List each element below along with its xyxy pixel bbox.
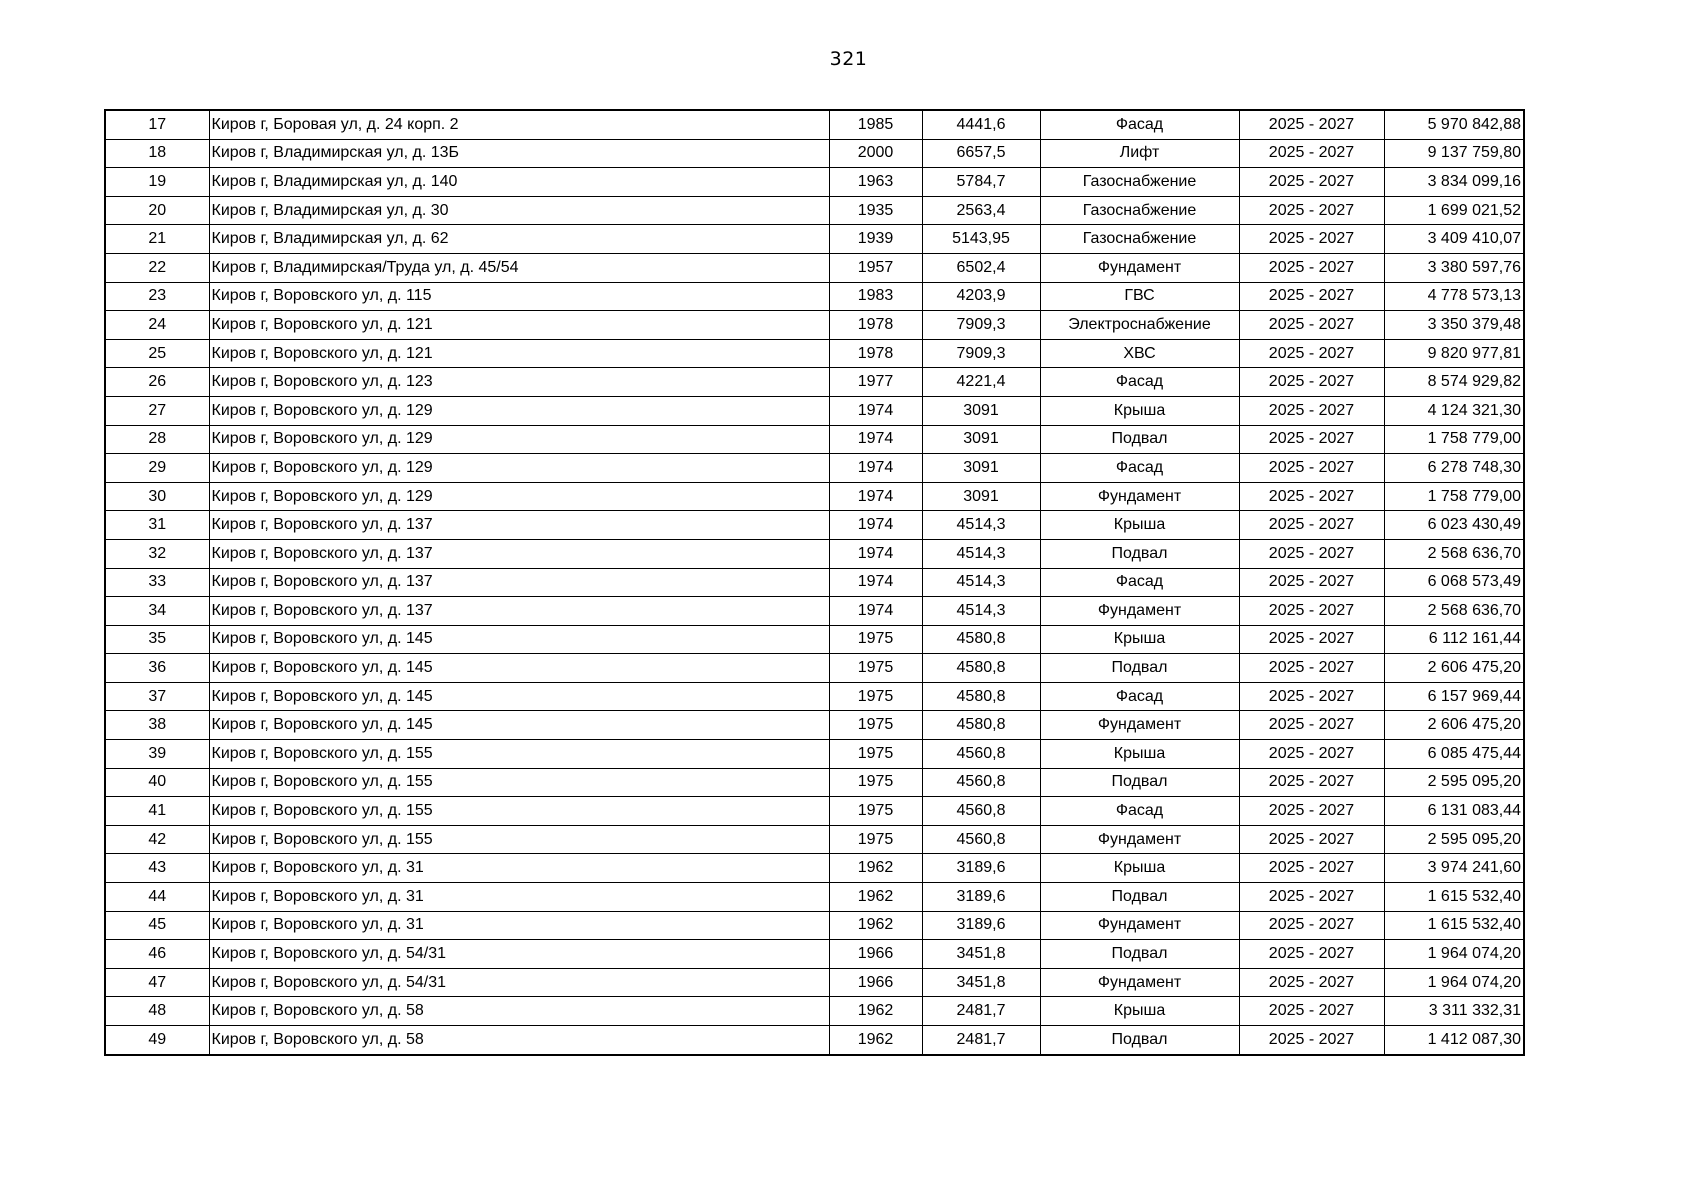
row-number-cell: 37 <box>105 682 209 711</box>
cost-cell: 3 350 379,48 <box>1384 311 1524 340</box>
work-type-cell: Крыша <box>1040 625 1239 654</box>
area-cell: 3091 <box>922 482 1040 511</box>
area-cell: 4560,8 <box>922 768 1040 797</box>
build-year-cell: 1957 <box>829 253 922 282</box>
area-cell: 4203,9 <box>922 282 1040 311</box>
address-cell: Киров г, Воровского ул, д. 129 <box>209 482 829 511</box>
area-cell: 4560,8 <box>922 740 1040 769</box>
build-year-cell: 1975 <box>829 825 922 854</box>
work-type-cell: Фасад <box>1040 682 1239 711</box>
build-year-cell: 1978 <box>829 339 922 368</box>
address-cell: Киров г, Воровского ул, д. 137 <box>209 597 829 626</box>
address-cell: Киров г, Владимирская ул, д. 140 <box>209 168 829 197</box>
work-type-cell: Фундамент <box>1040 968 1239 997</box>
address-cell: Киров г, Владимирская ул, д. 62 <box>209 225 829 254</box>
table-row <box>105 482 1524 511</box>
cost-cell: 1 758 779,00 <box>1384 425 1524 454</box>
period-cell: 2025 - 2027 <box>1239 940 1384 969</box>
table-body <box>105 110 1524 1055</box>
address-cell: Киров г, Воровского ул, д. 145 <box>209 625 829 654</box>
row-number-cell: 21 <box>105 225 209 254</box>
row-number-cell: 24 <box>105 311 209 340</box>
row-number-cell: 45 <box>105 911 209 940</box>
area-cell: 3091 <box>922 454 1040 483</box>
table-row <box>105 625 1524 654</box>
area-cell: 2481,7 <box>922 1026 1040 1055</box>
cost-cell: 2 606 475,20 <box>1384 654 1524 683</box>
build-year-cell: 1975 <box>829 654 922 683</box>
area-cell: 3451,8 <box>922 940 1040 969</box>
build-year-cell: 1963 <box>829 168 922 197</box>
row-number-cell: 20 <box>105 196 209 225</box>
cost-cell: 6 068 573,49 <box>1384 568 1524 597</box>
table-row <box>105 425 1524 454</box>
cost-cell: 1 964 074,20 <box>1384 940 1524 969</box>
period-cell: 2025 - 2027 <box>1239 1026 1384 1055</box>
work-type-cell: Фасад <box>1040 568 1239 597</box>
period-cell: 2025 - 2027 <box>1239 854 1384 883</box>
cost-cell: 6 112 161,44 <box>1384 625 1524 654</box>
table-row <box>105 968 1524 997</box>
address-cell: Киров г, Воровского ул, д. 31 <box>209 883 829 912</box>
table-row <box>105 854 1524 883</box>
address-cell: Киров г, Воровского ул, д. 155 <box>209 825 829 854</box>
cost-cell: 9 137 759,80 <box>1384 139 1524 168</box>
work-type-cell: Лифт <box>1040 139 1239 168</box>
table-row <box>105 1026 1524 1055</box>
address-cell: Киров г, Воровского ул, д. 54/31 <box>209 940 829 969</box>
row-number-cell: 19 <box>105 168 209 197</box>
period-cell: 2025 - 2027 <box>1239 654 1384 683</box>
build-year-cell: 1974 <box>829 425 922 454</box>
address-cell: Киров г, Владимирская ул, д. 13Б <box>209 139 829 168</box>
work-type-cell: Электроснабжение <box>1040 311 1239 340</box>
table-row <box>105 997 1524 1026</box>
area-cell: 4580,8 <box>922 711 1040 740</box>
build-year-cell: 1962 <box>829 854 922 883</box>
area-cell: 4560,8 <box>922 825 1040 854</box>
row-number-cell: 36 <box>105 654 209 683</box>
address-cell: Киров г, Воровского ул, д. 121 <box>209 311 829 340</box>
period-cell: 2025 - 2027 <box>1239 997 1384 1026</box>
build-year-cell: 2000 <box>829 139 922 168</box>
work-type-cell: Газоснабжение <box>1040 168 1239 197</box>
build-year-cell: 1962 <box>829 1026 922 1055</box>
build-year-cell: 1962 <box>829 997 922 1026</box>
area-cell: 2563,4 <box>922 196 1040 225</box>
build-year-cell: 1974 <box>829 597 922 626</box>
cost-cell: 3 311 332,31 <box>1384 997 1524 1026</box>
cost-cell: 6 157 969,44 <box>1384 682 1524 711</box>
table-row <box>105 797 1524 826</box>
area-cell: 4221,4 <box>922 368 1040 397</box>
address-cell: Киров г, Владимирская ул, д. 30 <box>209 196 829 225</box>
period-cell: 2025 - 2027 <box>1239 196 1384 225</box>
cost-cell: 5 970 842,88 <box>1384 110 1524 139</box>
table-row <box>105 396 1524 425</box>
address-cell: Киров г, Воровского ул, д. 145 <box>209 711 829 740</box>
table-row <box>105 225 1524 254</box>
cost-cell: 4 124 321,30 <box>1384 396 1524 425</box>
area-cell: 4580,8 <box>922 654 1040 683</box>
period-cell: 2025 - 2027 <box>1239 568 1384 597</box>
cost-cell: 3 409 410,07 <box>1384 225 1524 254</box>
row-number-cell: 39 <box>105 740 209 769</box>
row-number-cell: 49 <box>105 1026 209 1055</box>
cost-cell: 2 595 095,20 <box>1384 768 1524 797</box>
period-cell: 2025 - 2027 <box>1239 225 1384 254</box>
table-row <box>105 768 1524 797</box>
address-cell: Киров г, Воровского ул, д. 31 <box>209 911 829 940</box>
cost-cell: 6 023 430,49 <box>1384 511 1524 540</box>
work-type-cell: Газоснабжение <box>1040 196 1239 225</box>
row-number-cell: 34 <box>105 597 209 626</box>
cost-cell: 1 758 779,00 <box>1384 482 1524 511</box>
address-cell: Киров г, Воровского ул, д. 129 <box>209 454 829 483</box>
cost-cell: 3 974 241,60 <box>1384 854 1524 883</box>
area-cell: 2481,7 <box>922 997 1040 1026</box>
area-cell: 3189,6 <box>922 854 1040 883</box>
area-cell: 4580,8 <box>922 625 1040 654</box>
build-year-cell: 1974 <box>829 396 922 425</box>
address-cell: Киров г, Воровского ул, д. 137 <box>209 511 829 540</box>
table-row <box>105 911 1524 940</box>
build-year-cell: 1983 <box>829 282 922 311</box>
area-cell: 6657,5 <box>922 139 1040 168</box>
period-cell: 2025 - 2027 <box>1239 253 1384 282</box>
work-type-cell: Крыша <box>1040 854 1239 883</box>
table-row <box>105 168 1524 197</box>
row-number-cell: 28 <box>105 425 209 454</box>
build-year-cell: 1975 <box>829 625 922 654</box>
period-cell: 2025 - 2027 <box>1239 139 1384 168</box>
area-cell: 7909,3 <box>922 311 1040 340</box>
row-number-cell: 40 <box>105 768 209 797</box>
table-row <box>105 597 1524 626</box>
address-cell: Киров г, Боровая ул, д. 24 корп. 2 <box>209 110 829 139</box>
row-number-cell: 42 <box>105 825 209 854</box>
period-cell: 2025 - 2027 <box>1239 539 1384 568</box>
work-type-cell: Крыша <box>1040 997 1239 1026</box>
work-type-cell: ГВС <box>1040 282 1239 311</box>
cost-cell: 4 778 573,13 <box>1384 282 1524 311</box>
period-cell: 2025 - 2027 <box>1239 883 1384 912</box>
address-cell: Киров г, Воровского ул, д. 155 <box>209 740 829 769</box>
cost-cell: 1 964 074,20 <box>1384 968 1524 997</box>
row-number-cell: 22 <box>105 253 209 282</box>
build-year-cell: 1975 <box>829 682 922 711</box>
address-cell: Киров г, Воровского ул, д. 129 <box>209 396 829 425</box>
table-row <box>105 711 1524 740</box>
address-cell: Киров г, Владимирская/Труда ул, д. 45/54 <box>209 253 829 282</box>
row-number-cell: 41 <box>105 797 209 826</box>
address-cell: Киров г, Воровского ул, д. 155 <box>209 768 829 797</box>
period-cell: 2025 - 2027 <box>1239 110 1384 139</box>
table-row <box>105 883 1524 912</box>
period-cell: 2025 - 2027 <box>1239 168 1384 197</box>
build-year-cell: 1974 <box>829 568 922 597</box>
address-cell: Киров г, Воровского ул, д. 115 <box>209 282 829 311</box>
area-cell: 6502,4 <box>922 253 1040 282</box>
cost-cell: 6 131 083,44 <box>1384 797 1524 826</box>
table-row <box>105 511 1524 540</box>
work-type-cell: Подвал <box>1040 940 1239 969</box>
area-cell: 4560,8 <box>922 797 1040 826</box>
table-row <box>105 682 1524 711</box>
period-cell: 2025 - 2027 <box>1239 511 1384 540</box>
work-type-cell: Подвал <box>1040 883 1239 912</box>
row-number-cell: 48 <box>105 997 209 1026</box>
table-row <box>105 654 1524 683</box>
table-row <box>105 196 1524 225</box>
table-row <box>105 825 1524 854</box>
address-cell: Киров г, Воровского ул, д. 145 <box>209 654 829 683</box>
period-cell: 2025 - 2027 <box>1239 339 1384 368</box>
table-row <box>105 740 1524 769</box>
cost-cell: 8 574 929,82 <box>1384 368 1524 397</box>
cost-cell: 1 412 087,30 <box>1384 1026 1524 1055</box>
period-cell: 2025 - 2027 <box>1239 825 1384 854</box>
table-row <box>105 339 1524 368</box>
period-cell: 2025 - 2027 <box>1239 911 1384 940</box>
work-type-cell: Фундамент <box>1040 911 1239 940</box>
build-year-cell: 1974 <box>829 539 922 568</box>
row-number-cell: 35 <box>105 625 209 654</box>
work-type-cell: Подвал <box>1040 768 1239 797</box>
row-number-cell: 29 <box>105 454 209 483</box>
work-type-cell: Подвал <box>1040 539 1239 568</box>
build-year-cell: 1975 <box>829 768 922 797</box>
work-type-cell: Фундамент <box>1040 825 1239 854</box>
row-number-cell: 32 <box>105 539 209 568</box>
build-year-cell: 1962 <box>829 911 922 940</box>
table-row <box>105 940 1524 969</box>
row-number-cell: 47 <box>105 968 209 997</box>
area-cell: 3091 <box>922 425 1040 454</box>
period-cell: 2025 - 2027 <box>1239 311 1384 340</box>
build-year-cell: 1935 <box>829 196 922 225</box>
cost-cell: 6 085 475,44 <box>1384 740 1524 769</box>
area-cell: 3189,6 <box>922 911 1040 940</box>
row-number-cell: 17 <box>105 110 209 139</box>
build-year-cell: 1966 <box>829 940 922 969</box>
build-year-cell: 1975 <box>829 711 922 740</box>
work-type-cell: Фундамент <box>1040 597 1239 626</box>
row-number-cell: 18 <box>105 139 209 168</box>
table-row <box>105 311 1524 340</box>
area-cell: 3451,8 <box>922 968 1040 997</box>
row-number-cell: 26 <box>105 368 209 397</box>
work-type-cell: Подвал <box>1040 425 1239 454</box>
work-type-cell: ХВС <box>1040 339 1239 368</box>
build-year-cell: 1975 <box>829 797 922 826</box>
row-number-cell: 46 <box>105 940 209 969</box>
period-cell: 2025 - 2027 <box>1239 454 1384 483</box>
address-cell: Киров г, Воровского ул, д. 58 <box>209 997 829 1026</box>
area-cell: 4514,3 <box>922 539 1040 568</box>
area-cell: 4514,3 <box>922 511 1040 540</box>
row-number-cell: 44 <box>105 883 209 912</box>
table-row <box>105 253 1524 282</box>
work-type-cell: Крыша <box>1040 396 1239 425</box>
build-year-cell: 1977 <box>829 368 922 397</box>
address-cell: Киров г, Воровского ул, д. 145 <box>209 682 829 711</box>
address-cell: Киров г, Воровского ул, д. 58 <box>209 1026 829 1055</box>
address-cell: Киров г, Воровского ул, д. 155 <box>209 797 829 826</box>
build-year-cell: 1975 <box>829 740 922 769</box>
build-year-cell: 1966 <box>829 968 922 997</box>
address-cell: Киров г, Воровского ул, д. 121 <box>209 339 829 368</box>
cost-cell: 2 568 636,70 <box>1384 539 1524 568</box>
period-cell: 2025 - 2027 <box>1239 368 1384 397</box>
period-cell: 2025 - 2027 <box>1239 682 1384 711</box>
build-year-cell: 1985 <box>829 110 922 139</box>
work-type-cell: Фундамент <box>1040 711 1239 740</box>
row-number-cell: 23 <box>105 282 209 311</box>
row-number-cell: 33 <box>105 568 209 597</box>
cost-cell: 6 278 748,30 <box>1384 454 1524 483</box>
row-number-cell: 38 <box>105 711 209 740</box>
table-row <box>105 568 1524 597</box>
build-year-cell: 1962 <box>829 883 922 912</box>
build-year-cell: 1978 <box>829 311 922 340</box>
address-cell: Киров г, Воровского ул, д. 129 <box>209 425 829 454</box>
cost-cell: 1 615 532,40 <box>1384 883 1524 912</box>
work-type-cell: Фасад <box>1040 368 1239 397</box>
area-cell: 4441,6 <box>922 110 1040 139</box>
build-year-cell: 1939 <box>829 225 922 254</box>
area-cell: 3189,6 <box>922 883 1040 912</box>
area-cell: 4514,3 <box>922 568 1040 597</box>
cost-cell: 9 820 977,81 <box>1384 339 1524 368</box>
row-number-cell: 27 <box>105 396 209 425</box>
address-cell: Киров г, Воровского ул, д. 31 <box>209 854 829 883</box>
repair-schedule-table <box>104 109 1525 1056</box>
cost-cell: 3 380 597,76 <box>1384 253 1524 282</box>
row-number-cell: 30 <box>105 482 209 511</box>
table-row <box>105 282 1524 311</box>
build-year-cell: 1974 <box>829 511 922 540</box>
cost-cell: 1 615 532,40 <box>1384 911 1524 940</box>
work-type-cell: Подвал <box>1040 654 1239 683</box>
period-cell: 2025 - 2027 <box>1239 797 1384 826</box>
period-cell: 2025 - 2027 <box>1239 396 1384 425</box>
table-row <box>105 139 1524 168</box>
table-row <box>105 110 1524 139</box>
cost-cell: 2 595 095,20 <box>1384 825 1524 854</box>
area-cell: 4580,8 <box>922 682 1040 711</box>
work-type-cell: Газоснабжение <box>1040 225 1239 254</box>
build-year-cell: 1974 <box>829 454 922 483</box>
row-number-cell: 25 <box>105 339 209 368</box>
address-cell: Киров г, Воровского ул, д. 123 <box>209 368 829 397</box>
period-cell: 2025 - 2027 <box>1239 768 1384 797</box>
cost-cell: 1 699 021,52 <box>1384 196 1524 225</box>
cost-cell: 3 834 099,16 <box>1384 168 1524 197</box>
work-type-cell: Крыша <box>1040 740 1239 769</box>
period-cell: 2025 - 2027 <box>1239 597 1384 626</box>
work-type-cell: Крыша <box>1040 511 1239 540</box>
period-cell: 2025 - 2027 <box>1239 740 1384 769</box>
work-type-cell: Фасад <box>1040 797 1239 826</box>
table-row <box>105 454 1524 483</box>
address-cell: Киров г, Воровского ул, д. 54/31 <box>209 968 829 997</box>
work-type-cell: Фасад <box>1040 454 1239 483</box>
work-type-cell: Подвал <box>1040 1026 1239 1055</box>
area-cell: 5143,95 <box>922 225 1040 254</box>
area-cell: 5784,7 <box>922 168 1040 197</box>
period-cell: 2025 - 2027 <box>1239 482 1384 511</box>
work-type-cell: Фундамент <box>1040 482 1239 511</box>
work-type-cell: Фундамент <box>1040 253 1239 282</box>
area-cell: 4514,3 <box>922 597 1040 626</box>
address-cell: Киров г, Воровского ул, д. 137 <box>209 568 829 597</box>
work-type-cell: Фасад <box>1040 110 1239 139</box>
period-cell: 2025 - 2027 <box>1239 425 1384 454</box>
period-cell: 2025 - 2027 <box>1239 711 1384 740</box>
area-cell: 3091 <box>922 396 1040 425</box>
cost-cell: 2 568 636,70 <box>1384 597 1524 626</box>
period-cell: 2025 - 2027 <box>1239 282 1384 311</box>
cost-cell: 2 606 475,20 <box>1384 711 1524 740</box>
area-cell: 7909,3 <box>922 339 1040 368</box>
page-number: 321 <box>829 48 868 70</box>
build-year-cell: 1974 <box>829 482 922 511</box>
address-cell: Киров г, Воровского ул, д. 137 <box>209 539 829 568</box>
period-cell: 2025 - 2027 <box>1239 968 1384 997</box>
row-number-cell: 31 <box>105 511 209 540</box>
table-row <box>105 368 1524 397</box>
row-number-cell: 43 <box>105 854 209 883</box>
period-cell: 2025 - 2027 <box>1239 625 1384 654</box>
table-row <box>105 539 1524 568</box>
